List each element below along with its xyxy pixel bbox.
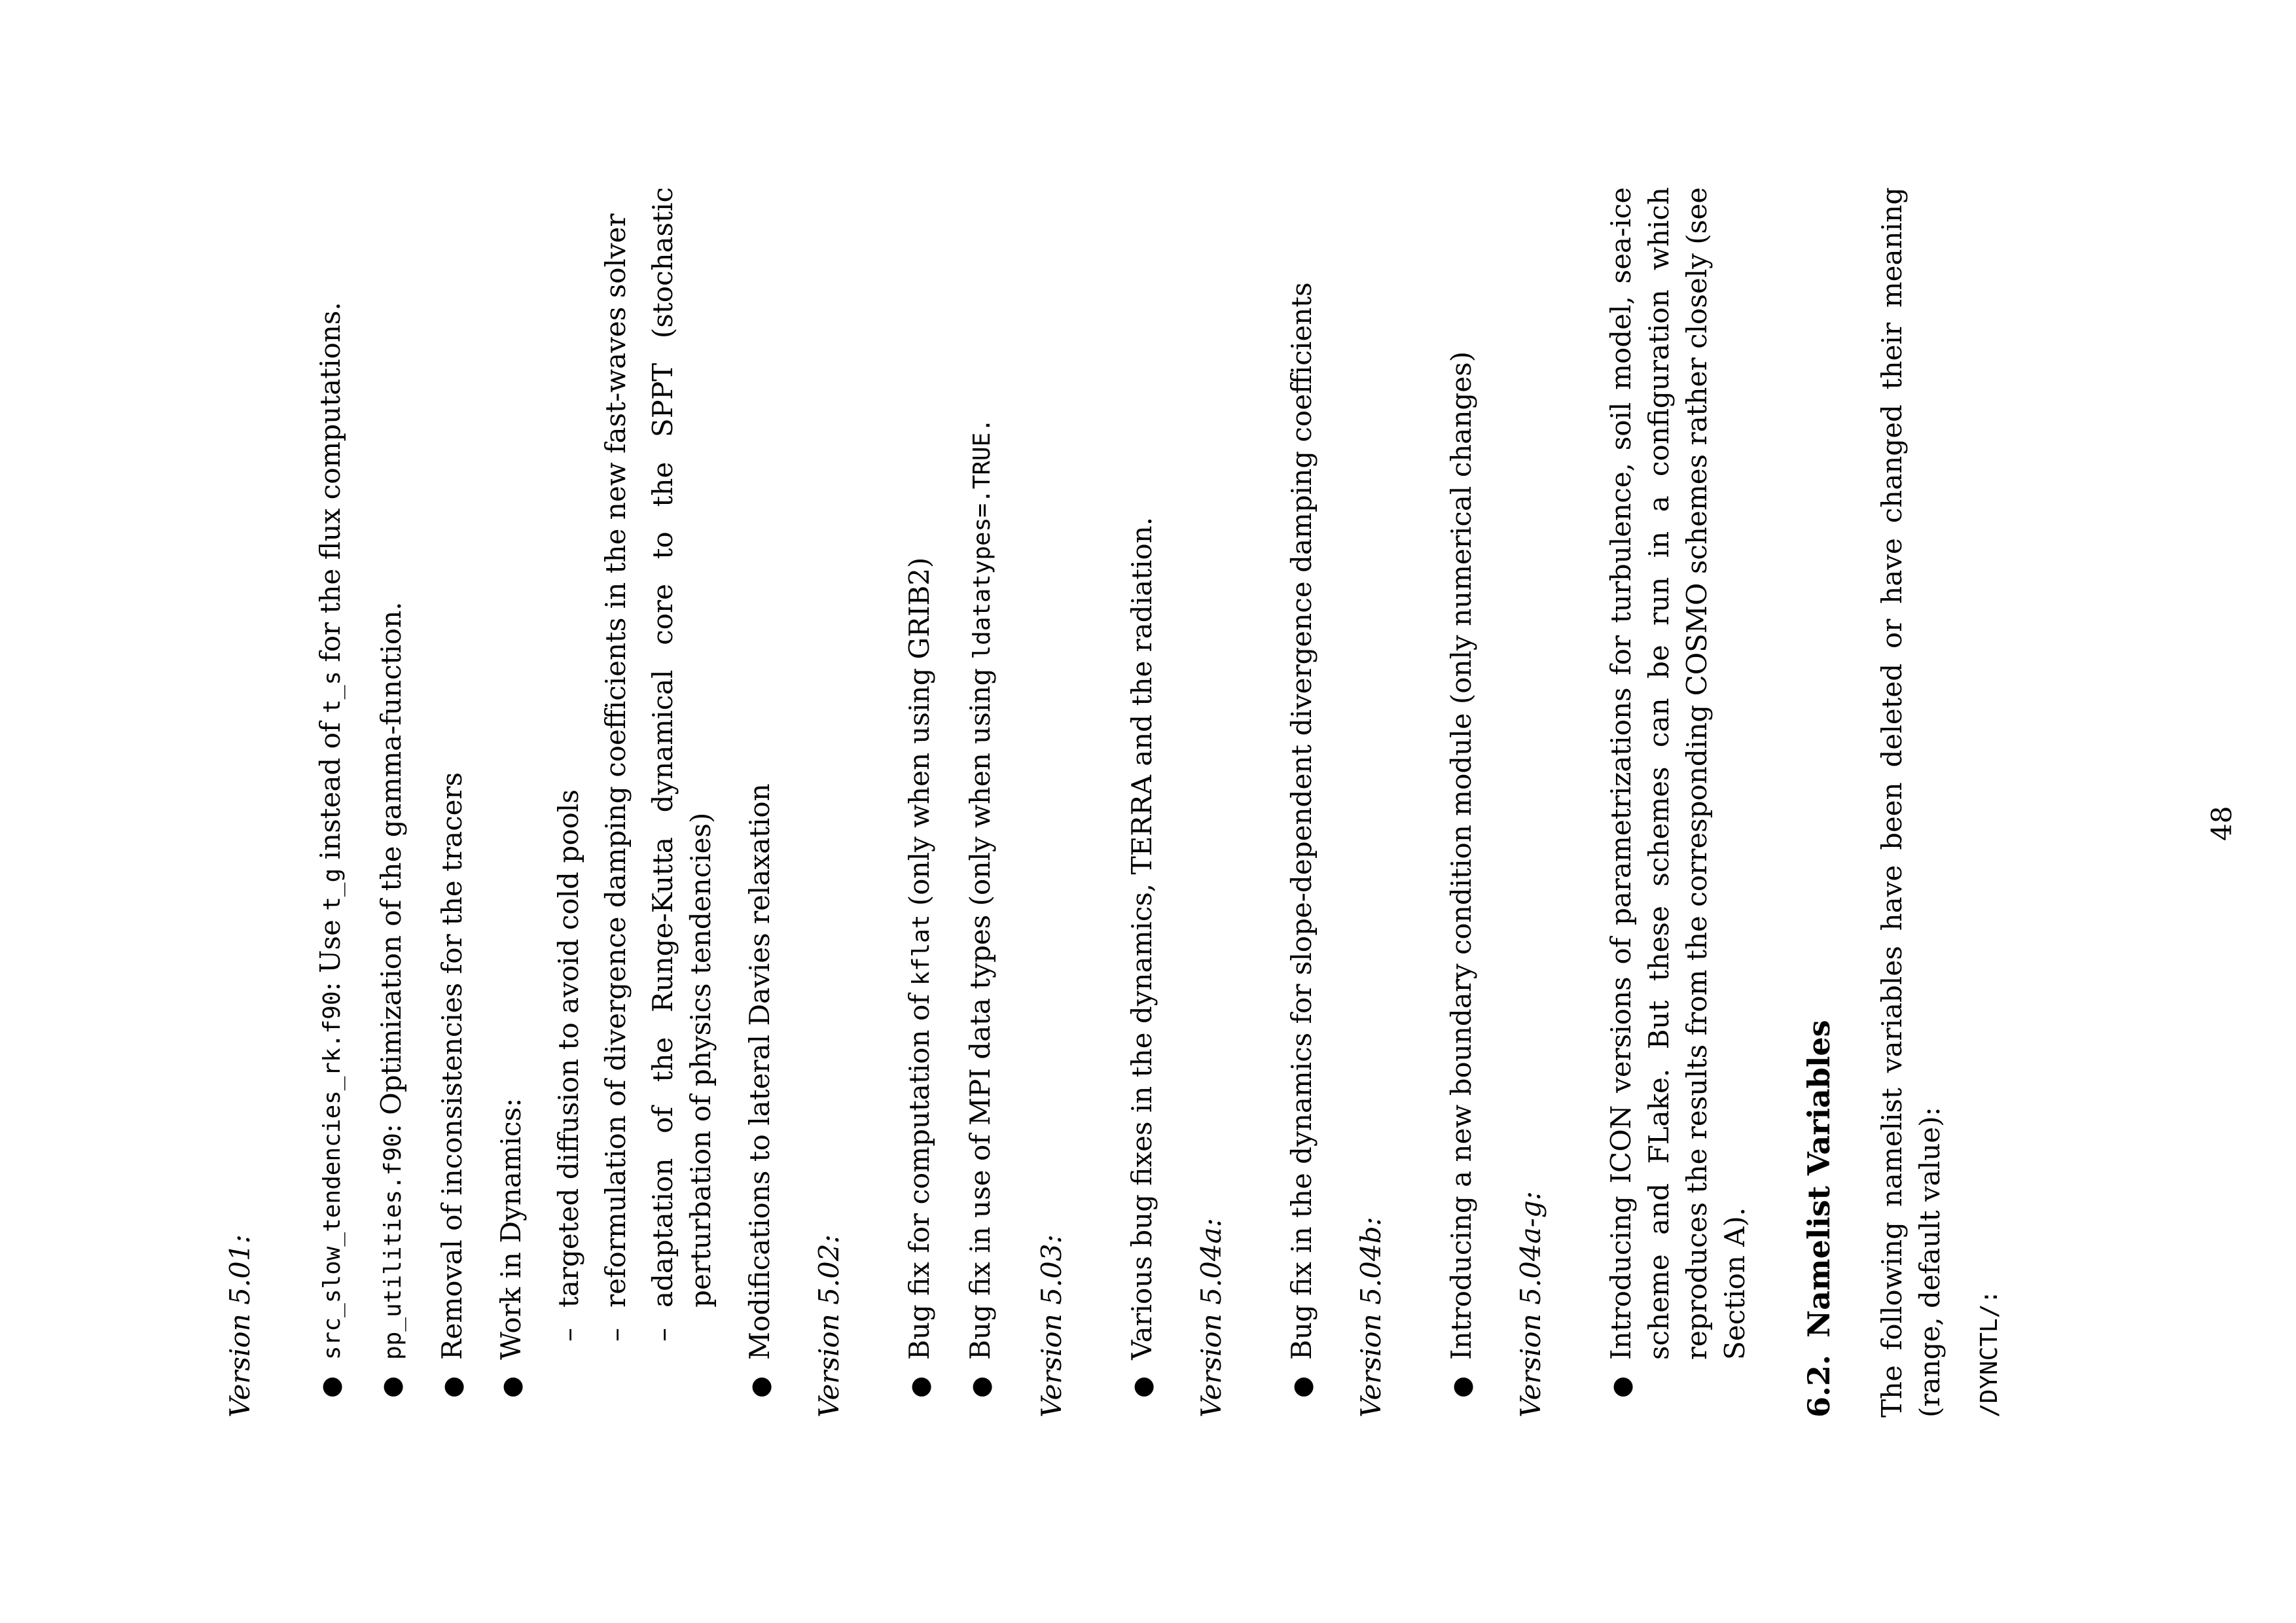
version-5-04a-block xyxy=(1193,187,1321,1418)
dash-icon: – xyxy=(647,1328,679,1342)
version-5-04a-g-block xyxy=(1512,187,1754,1418)
version-5-02-block xyxy=(810,187,1001,1418)
version-5-01-block xyxy=(221,187,779,1418)
item-text: Removal of inconsistencies for the tracers xyxy=(436,772,468,1360)
bullet-icon: ● xyxy=(316,1376,345,1398)
version-heading: Version 5.04b: xyxy=(1355,1217,1387,1418)
version-heading: Version 5.01: xyxy=(224,1234,256,1418)
text-block xyxy=(221,187,2009,1418)
item-text: Work in Dynamics: xyxy=(495,1097,527,1360)
namelist-group-name: /DYNCTL/ xyxy=(1976,1304,2003,1418)
section-heading xyxy=(1800,187,1838,1418)
list-item xyxy=(961,187,1001,1418)
bullet-icon: ● xyxy=(1287,1376,1316,1398)
bullet-icon: ● xyxy=(377,1376,406,1398)
item-text: : Optimization of the gamma-function. xyxy=(375,601,407,1133)
sub-item-text: targeted diffusion to avoid cold pools xyxy=(552,789,584,1308)
list-item xyxy=(1283,187,1321,1418)
list-item xyxy=(1123,187,1161,1418)
namelist-group-heading xyxy=(1969,187,2009,1418)
item-text: Bug fix in use of MPI data types (only when using xyxy=(964,659,996,1360)
version-heading: Version 5.04a: xyxy=(1195,1218,1227,1418)
dash-icon: – xyxy=(600,1328,632,1342)
bullet-list xyxy=(1602,187,1754,1418)
sub-list-item xyxy=(550,187,588,1360)
bullet-icon: ● xyxy=(905,1376,934,1398)
code-variable: t_g xyxy=(319,868,346,911)
item-text: instead of xyxy=(314,713,346,868)
bullet-list xyxy=(312,187,779,1418)
version-heading: Version 5.03: xyxy=(1035,1234,1067,1418)
item-text: Bug fix for computation of xyxy=(903,985,935,1360)
bullet-list xyxy=(1283,187,1321,1418)
list-item xyxy=(741,187,779,1418)
item-text: Various bug fixes in the dynamics, TERRA and the radiation. xyxy=(1126,516,1158,1360)
item-text: Bug fix in the dynamics for slope-dependent divergence damping coefficients xyxy=(1285,282,1318,1360)
item-text: (only when using GRIB2) xyxy=(903,557,935,915)
dash-icon: – xyxy=(552,1328,584,1342)
sub-list-item xyxy=(597,187,635,1360)
version-heading: Version 5.04a-g: xyxy=(1515,1191,1547,1418)
section-title: Namelist Variables xyxy=(1801,1020,1837,1338)
bullet-icon: ● xyxy=(438,1376,467,1398)
section-number: 6.2. xyxy=(1801,1354,1837,1418)
list-item xyxy=(1602,187,1754,1418)
bullet-list xyxy=(901,187,1001,1418)
namelist-group-suffix: : xyxy=(1976,1289,2003,1304)
code-filename: src_slow_tendencies_rk.f90 xyxy=(319,991,346,1360)
bullet-list xyxy=(1123,187,1161,1418)
bullet-icon: ● xyxy=(1447,1376,1476,1398)
version-5-03-block xyxy=(1033,187,1161,1418)
code-variable: kflat xyxy=(908,914,935,986)
item-text: : Use xyxy=(314,910,346,991)
version-5-04b-block xyxy=(1352,187,1480,1418)
bullet-icon: ● xyxy=(966,1376,995,1398)
version-heading: Version 5.02: xyxy=(813,1234,845,1418)
item-text: Modifications to lateral Davies relaxation xyxy=(744,783,776,1360)
sub-item-text: adaptation of the Runge-Kutta dynamical core to the SPPT (stochastic perturbation of physics tendencies) xyxy=(647,187,717,1308)
list-item xyxy=(492,187,720,1418)
list-item xyxy=(372,187,412,1418)
sub-item-text: reformulation of divergence damping coefficients in the new fast-waves solver xyxy=(600,213,632,1308)
item-text: for the flux computations. xyxy=(314,302,346,671)
list-item xyxy=(901,187,941,1418)
list-item xyxy=(433,187,471,1418)
code-variable: ldatatypes=.TRUE. xyxy=(969,418,996,660)
page-number: 48 xyxy=(2206,806,2238,841)
bullet-icon: ● xyxy=(745,1376,774,1398)
bullet-icon: ● xyxy=(1607,1376,1636,1398)
code-filename: pp_utilities.f90 xyxy=(380,1133,406,1360)
bullet-list xyxy=(1443,187,1480,1418)
code-variable: t_s xyxy=(319,671,346,714)
sub-list-item xyxy=(644,187,720,1360)
bullet-icon: ● xyxy=(497,1376,526,1398)
list-item xyxy=(1443,187,1480,1418)
bullet-icon: ● xyxy=(1128,1376,1157,1398)
sub-list xyxy=(550,187,720,1360)
item-text: Introducing a new boundary condition module (only numerical changes) xyxy=(1445,351,1477,1360)
list-item xyxy=(312,187,351,1418)
item-text: Introducing ICON versions of parametrizations for turbulence, soil model, sea-ice scheme and FLake. But these schemes can be run in a configuration which reproduces the results from the corresponding COSMO schemes rather closely (see Section A). xyxy=(1605,187,1751,1360)
section-intro: The following namelist variables have been deleted or have changed their meaning (range, default value): xyxy=(1876,187,1946,1418)
